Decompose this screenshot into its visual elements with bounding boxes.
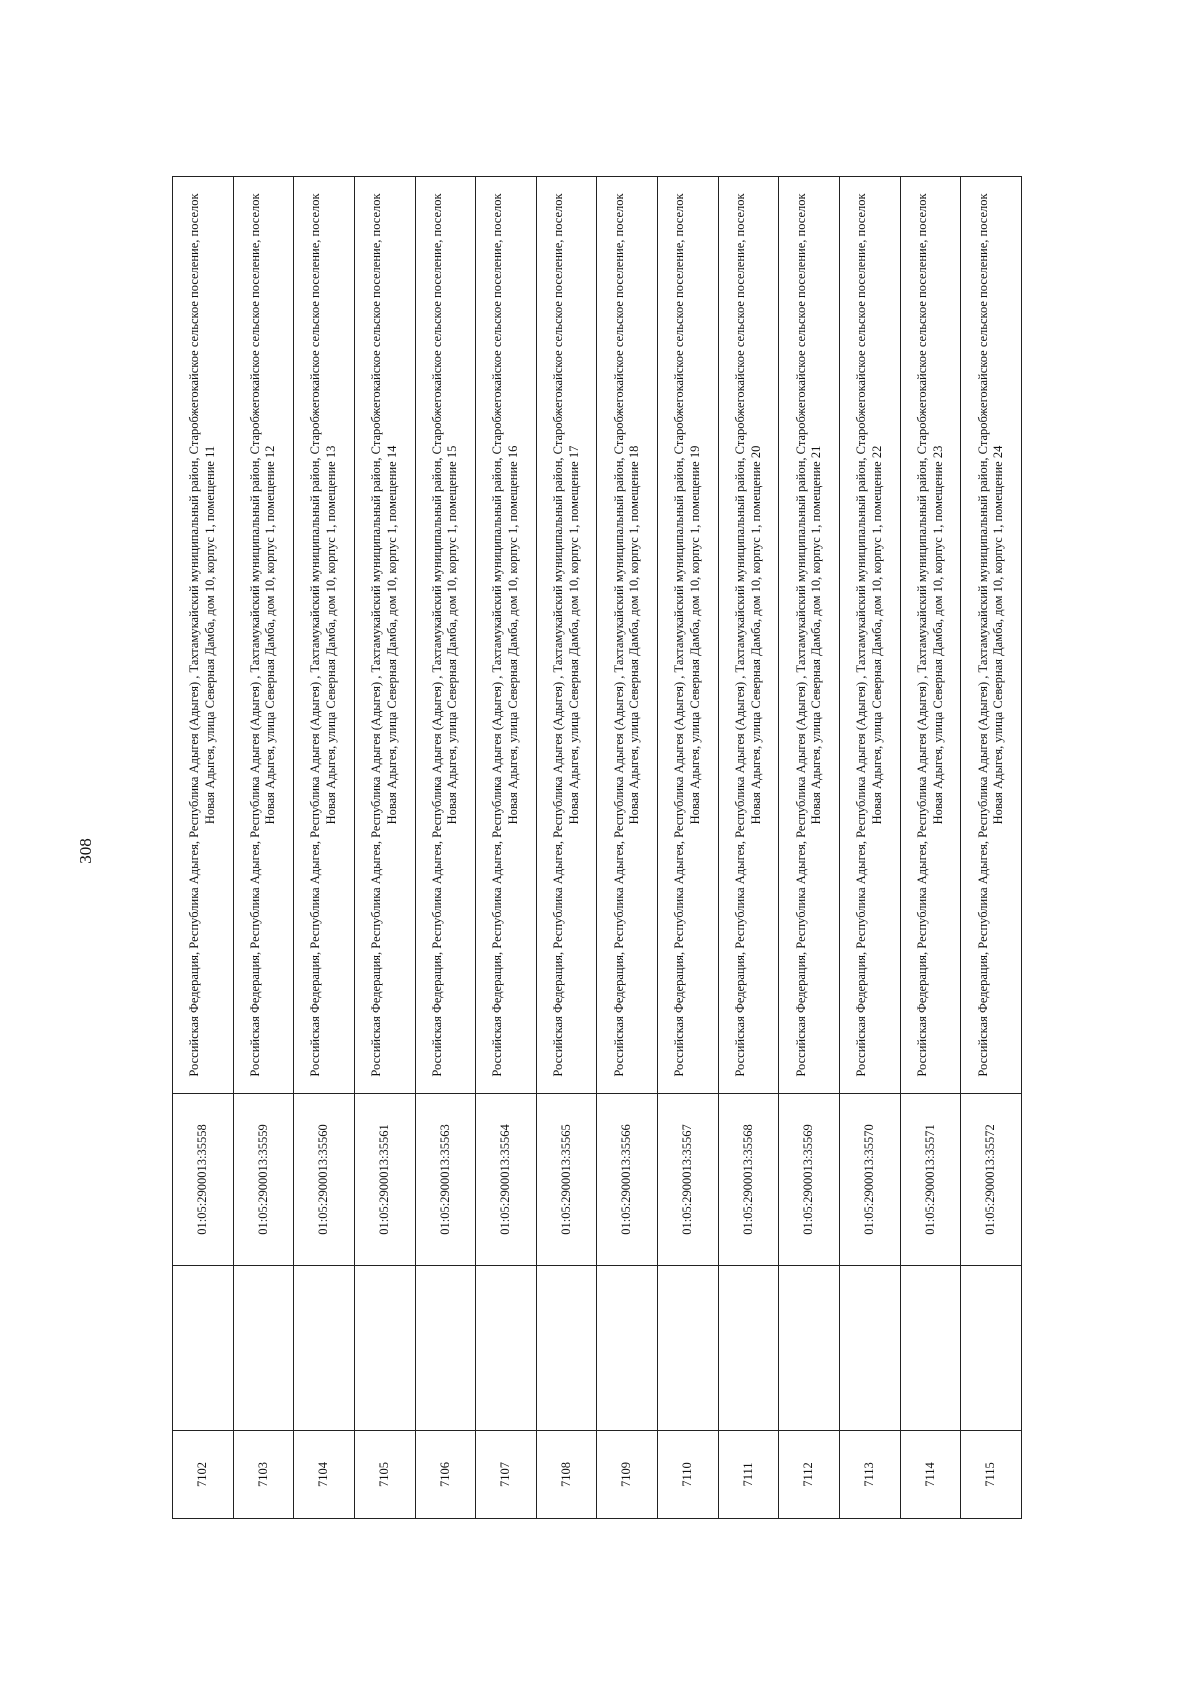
empty-cell bbox=[900, 1266, 961, 1431]
address-cell: Российская Федерация, Республика Адыгея, Республика Адыгея (Адыгея) , Тахтамукайский муниципальный район, Старобжегокайское сельское поселение, поселок Новая Адыгея, улица Северная Дамба, дом 10, корпус 1, помещение 17 bbox=[536, 177, 597, 1094]
row-number: 7102 bbox=[173, 1431, 234, 1519]
table-row bbox=[840, 177, 901, 1519]
address-cell: Российская Федерация, Республика Адыгея, Республика Адыгея (Адыгея) , Тахтамукайский муниципальный район, Старобжегокайское сельское поселение, поселок Новая Адыгея, улица Северная Дамба, дом 10, корпус 1, помещение 13 bbox=[294, 177, 355, 1094]
row-number: 7114 bbox=[900, 1431, 961, 1519]
row-number: 7105 bbox=[354, 1431, 415, 1519]
row-number: 7112 bbox=[779, 1431, 840, 1519]
address-cell: Российская Федерация, Республика Адыгея, Республика Адыгея (Адыгея) , Тахтамукайский муниципальный район, Старобжегокайское сельское поселение, поселок Новая Адыгея, улица Северная Дамба, дом 10, корпус 1, помещение 21 bbox=[779, 177, 840, 1094]
rotated-sheet bbox=[172, 177, 1022, 1519]
table-row bbox=[961, 177, 1022, 1519]
cadastral-number: 01:05:2900013:35563 bbox=[415, 1094, 476, 1266]
table-row bbox=[597, 177, 658, 1519]
table-row bbox=[233, 177, 294, 1519]
address-cell: Российская Федерация, Республика Адыгея, Республика Адыгея (Адыгея) , Тахтамукайский муниципальный район, Старобжегокайское сельское поселение, поселок Новая Адыгея, улица Северная Дамба, дом 10, корпус 1, помещение 23 bbox=[900, 177, 961, 1094]
empty-cell bbox=[415, 1266, 476, 1431]
empty-cell bbox=[961, 1266, 1022, 1431]
cadastral-number: 01:05:2900013:35560 bbox=[294, 1094, 355, 1266]
address-cell: Российская Федерация, Республика Адыгея, Республика Адыгея (Адыгея) , Тахтамукайский муниципальный район, Старобжегокайское сельское поселение, поселок Новая Адыгея, улица Северная Дамба, дом 10, корпус 1, помещение 12 bbox=[233, 177, 294, 1094]
empty-cell bbox=[476, 1266, 537, 1431]
cadastral-number: 01:05:2900013:35565 bbox=[536, 1094, 597, 1266]
table-wrapper bbox=[172, 177, 1022, 1519]
empty-cell bbox=[658, 1266, 719, 1431]
cadastral-number: 01:05:2900013:35561 bbox=[354, 1094, 415, 1266]
cadastral-number: 01:05:2900013:35572 bbox=[961, 1094, 1022, 1266]
address-cell: Российская Федерация, Республика Адыгея, Республика Адыгея (Адыгея) , Тахтамукайский муниципальный район, Старобжегокайское сельское поселение, поселок Новая Адыгея, улица Северная Дамба, дом 10, корпус 1, помещение 14 bbox=[354, 177, 415, 1094]
address-cell: Российская Федерация, Республика Адыгея, Республика Адыгея (Адыгея) , Тахтамукайский муниципальный район, Старобжегокайское сельское поселение, поселок Новая Адыгея, улица Северная Дамба, дом 10, корпус 1, помещение 16 bbox=[476, 177, 537, 1094]
empty-cell bbox=[779, 1266, 840, 1431]
cadastral-number: 01:05:2900013:35566 bbox=[597, 1094, 658, 1266]
address-cell: Российская Федерация, Республика Адыгея, Республика Адыгея (Адыгея) , Тахтамукайский муниципальный район, Старобжегокайское сельское поселение, поселок Новая Адыгея, улица Северная Дамба, дом 10, корпус 1, помещение 24 bbox=[961, 177, 1022, 1094]
address-cell: Российская Федерация, Республика Адыгея, Республика Адыгея (Адыгея) , Тахтамукайский муниципальный район, Старобжегокайское сельское поселение, поселок Новая Адыгея, улица Северная Дамба, дом 10, корпус 1, помещение 11 bbox=[173, 177, 234, 1094]
address-cell: Российская Федерация, Республика Адыгея, Республика Адыгея (Адыгея) , Тахтамукайский муниципальный район, Старобжегокайское сельское поселение, поселок Новая Адыгея, улица Северная Дамба, дом 10, корпус 1, помещение 15 bbox=[415, 177, 476, 1094]
empty-cell bbox=[294, 1266, 355, 1431]
cadastral-number: 01:05:2900013:35569 bbox=[779, 1094, 840, 1266]
empty-cell bbox=[718, 1266, 779, 1431]
empty-cell bbox=[233, 1266, 294, 1431]
cadastral-number: 01:05:2900013:35558 bbox=[173, 1094, 234, 1266]
table-row bbox=[476, 177, 537, 1519]
row-number: 7115 bbox=[961, 1431, 1022, 1519]
table-row bbox=[294, 177, 355, 1519]
address-cell: Российская Федерация, Республика Адыгея, Республика Адыгея (Адыгея) , Тахтамукайский муниципальный район, Старобжегокайское сельское поселение, поселок Новая Адыгея, улица Северная Дамба, дом 10, корпус 1, помещение 18 bbox=[597, 177, 658, 1094]
table-row bbox=[718, 177, 779, 1519]
row-number: 7104 bbox=[294, 1431, 355, 1519]
row-number: 7111 bbox=[718, 1431, 779, 1519]
table-row bbox=[900, 177, 961, 1519]
row-number: 7107 bbox=[476, 1431, 537, 1519]
row-number: 7103 bbox=[233, 1431, 294, 1519]
table-row bbox=[415, 177, 476, 1519]
cadastral-number: 01:05:2900013:35568 bbox=[718, 1094, 779, 1266]
address-cell: Российская Федерация, Республика Адыгея, Республика Адыгея (Адыгея) , Тахтамукайский муниципальный район, Старобжегокайское сельское поселение, поселок Новая Адыгея, улица Северная Дамба, дом 10, корпус 1, помещение 20 bbox=[718, 177, 779, 1094]
empty-cell bbox=[173, 1266, 234, 1431]
row-number: 7109 bbox=[597, 1431, 658, 1519]
empty-cell bbox=[536, 1266, 597, 1431]
cadastral-number: 01:05:2900013:35570 bbox=[840, 1094, 901, 1266]
cadastral-number: 01:05:2900013:35567 bbox=[658, 1094, 719, 1266]
empty-cell bbox=[840, 1266, 901, 1431]
row-number: 7108 bbox=[536, 1431, 597, 1519]
property-registry-table bbox=[172, 176, 1022, 1519]
table-row bbox=[536, 177, 597, 1519]
page-number: 308 bbox=[76, 838, 95, 864]
table-row bbox=[354, 177, 415, 1519]
table-row bbox=[658, 177, 719, 1519]
empty-cell bbox=[597, 1266, 658, 1431]
cadastral-number: 01:05:2900013:35571 bbox=[900, 1094, 961, 1266]
address-cell: Российская Федерация, Республика Адыгея, Республика Адыгея (Адыгея) , Тахтамукайский муниципальный район, Старобжегокайское сельское поселение, поселок Новая Адыгея, улица Северная Дамба, дом 10, корпус 1, помещение 19 bbox=[658, 177, 719, 1094]
cadastral-number: 01:05:2900013:35559 bbox=[233, 1094, 294, 1266]
cadastral-number: 01:05:2900013:35564 bbox=[476, 1094, 537, 1266]
address-cell: Российская Федерация, Республика Адыгея, Республика Адыгея (Адыгея) , Тахтамукайский муниципальный район, Старобжегокайское сельское поселение, поселок Новая Адыгея, улица Северная Дамба, дом 10, корпус 1, помещение 22 bbox=[840, 177, 901, 1094]
table-row bbox=[779, 177, 840, 1519]
empty-cell bbox=[354, 1266, 415, 1431]
table-row bbox=[173, 177, 234, 1519]
row-number: 7106 bbox=[415, 1431, 476, 1519]
row-number: 7110 bbox=[658, 1431, 719, 1519]
row-number: 7113 bbox=[840, 1431, 901, 1519]
